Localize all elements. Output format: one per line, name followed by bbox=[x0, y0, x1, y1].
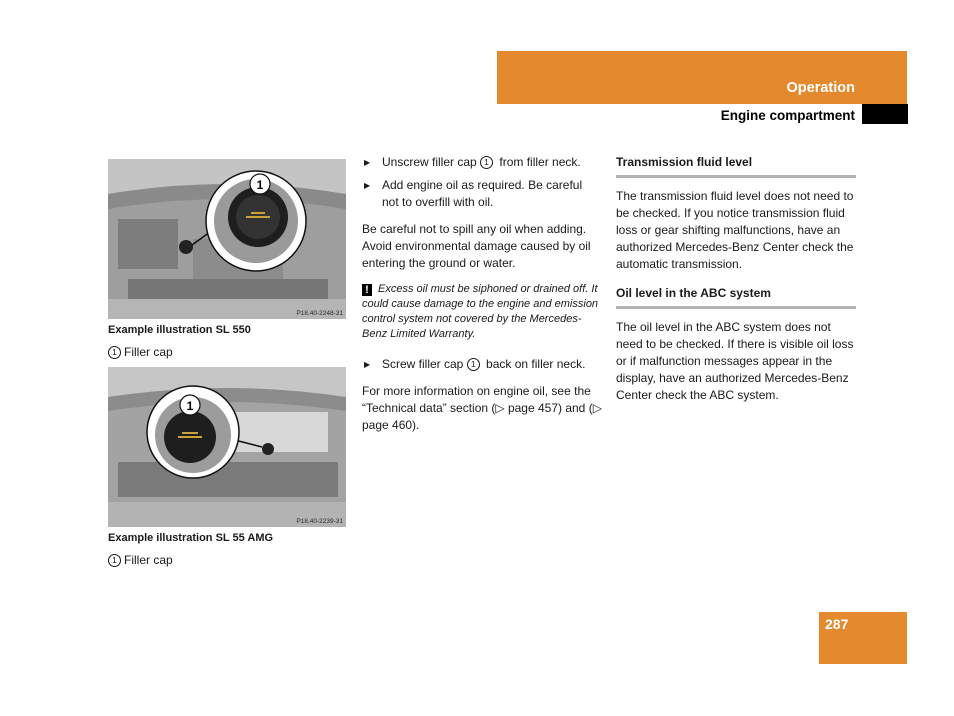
instruction-step: ▶ Screw filler cap 1 back on filler neck. bbox=[364, 357, 586, 371]
section-heading: Transmission fluid level bbox=[616, 154, 856, 178]
paragraph: Be careful not to spill any oil when adding. Avoid environmental damage caused by oil entering the ground or water. bbox=[362, 222, 591, 270]
header-marker bbox=[862, 104, 908, 124]
exclamation-icon: ! bbox=[362, 284, 372, 296]
paragraph: For more information on engine oil, see the “Technical data” section (▷ page 457) and (▷ page 460). bbox=[362, 384, 602, 432]
section-heading: Oil level in the ABC system bbox=[616, 285, 856, 309]
page-number: 287 bbox=[825, 616, 849, 632]
figure-sl55amg bbox=[108, 367, 346, 527]
figure-code: P18.40-2239-31 bbox=[296, 518, 343, 525]
figure-caption: Example illustration SL 55 AMG bbox=[108, 532, 274, 544]
info-column bbox=[616, 154, 856, 416]
paragraph: The oil level in the ABC system does not need to be checked. If there is visible oil loss or if malfunction messages appear in the display, have an authorized Mercedes-Benz Center check the ABC system. bbox=[616, 320, 854, 402]
warning-note: ! Excess oil must be siphoned or drained off. It could cause damage to the engine and emission control system not covered by the Mercedes-Benz Limited Warranty. bbox=[362, 283, 599, 340]
callout-ref: 1 bbox=[480, 156, 493, 169]
instructions-column bbox=[362, 154, 602, 444]
paragraph: The transmission fluid level does not need to be checked. If you notice transmission fluid loss or gear shifting malfunctions, have an authorized Mercedes-Benz Center check the automatic transmission. bbox=[616, 189, 854, 271]
legend-text: Filler cap bbox=[124, 553, 173, 567]
subsection-title: Engine compartment bbox=[720, 108, 855, 123]
figure-legend bbox=[108, 553, 173, 567]
triangle-right-icon: ▶ bbox=[364, 360, 371, 369]
figure-code: P18.40-2248-31 bbox=[296, 310, 343, 317]
triangle-right-icon: ▶ bbox=[364, 181, 371, 190]
header-bar bbox=[497, 51, 907, 104]
engine-illustration-2 bbox=[108, 367, 346, 527]
engine-illustration-1 bbox=[108, 159, 346, 319]
section-title: Operation bbox=[786, 80, 855, 96]
figure-caption: Example illustration SL 550 bbox=[108, 324, 251, 336]
legend-text: Filler cap bbox=[124, 345, 173, 359]
legend-number: 1 bbox=[108, 554, 121, 567]
triangle-right-icon: ▶ bbox=[364, 158, 371, 167]
callout-ref: 1 bbox=[467, 358, 480, 371]
instruction-step: ▶ Add engine oil as required. Be careful not to overfill with oil. bbox=[364, 178, 583, 209]
figure-sl550 bbox=[108, 159, 346, 319]
figure-legend bbox=[108, 345, 173, 359]
legend-number: 1 bbox=[108, 346, 121, 359]
callout-1: 1 bbox=[256, 178, 264, 192]
callout-1: 1 bbox=[186, 399, 194, 413]
instruction-step: ▶ Unscrew filler cap 1 from filler neck. bbox=[364, 155, 581, 169]
